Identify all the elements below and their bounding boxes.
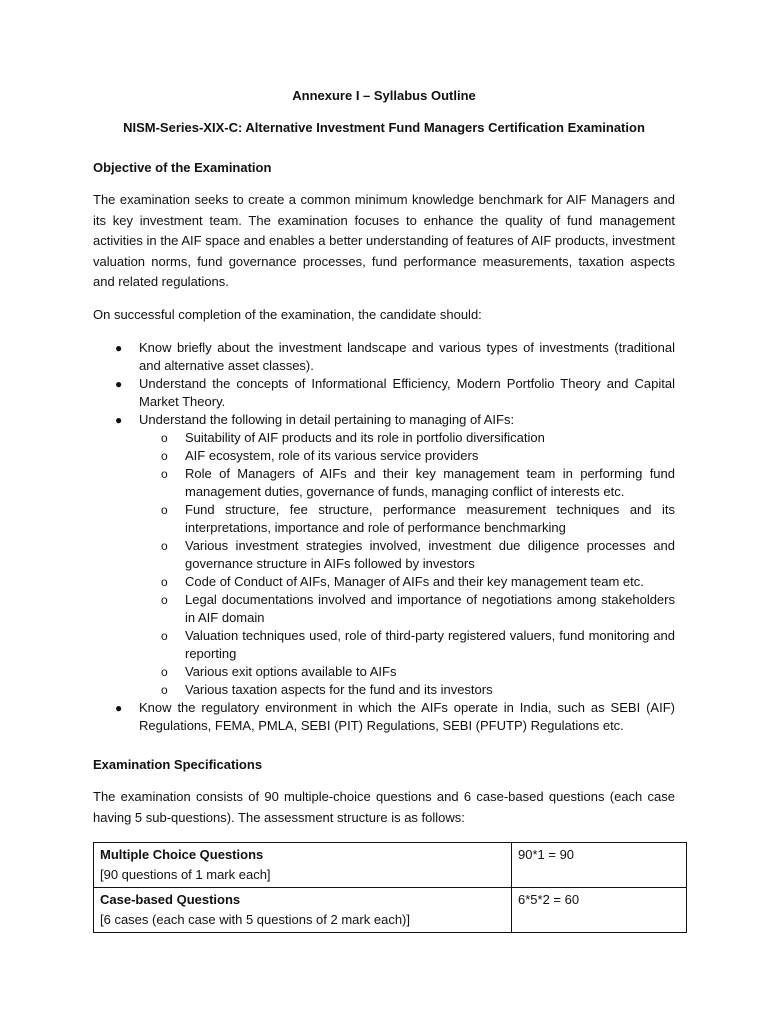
sub-list-item-text: Legal documentations involved and importance of negotiations among stakeholders in AIF domain <box>185 592 675 625</box>
bullet-icon: ● <box>115 377 123 391</box>
table-row <box>94 888 687 933</box>
list-item <box>93 411 675 699</box>
sub-bullet-icon: o <box>161 431 168 445</box>
bullet-icon: ● <box>115 341 123 355</box>
sub-list-item <box>139 501 675 537</box>
sub-list-item <box>139 573 675 591</box>
sub-list-item-text: Valuation techniques used, role of third-party registered valuers, fund monitoring and reporting <box>185 628 675 661</box>
sub-list-item-text: Various taxation aspects for the fund and its investors <box>185 682 493 697</box>
list-item-text: Know briefly about the investment landscape and various types of investments (traditional and alternative asset classes). <box>139 340 675 373</box>
sub-bullet-icon: o <box>161 539 168 553</box>
table-row <box>94 843 687 888</box>
list-item-text: Understand the following in detail pertaining to managing of AIFs: <box>139 412 515 427</box>
row-detail: [6 cases (each case with 5 questions of 2 mark each)] <box>100 912 410 927</box>
objective-paragraph: The examination seeks to create a common minimum knowledge benchmark for AIF Managers and its key investment team. The examination focuses to enhance the quality of fund management activities in the AIF space and enables a better understanding of features of AIF products, investment valuation norms, fund governance processes, fund performance measurements, taxation aspects and related regulations. <box>93 192 675 289</box>
sub-list-item-text: Fund structure, fee structure, performance measurement techniques and its interpretations, importance and role of performance benchmarking <box>185 502 675 535</box>
table-cell-label <box>94 888 512 933</box>
sub-list-item-text: Various investment strategies involved, investment due diligence processes and governance structure in AIFs followed by investors <box>185 538 675 571</box>
sub-list-item-text: Role of Managers of AIFs and their key management team in performing fund management duties, governance of funds, managing conflict of interests etc. <box>185 466 675 499</box>
spec-heading: Examination Specifications <box>93 757 263 772</box>
sub-bullet-icon: o <box>161 629 168 643</box>
sub-list-item <box>139 429 675 447</box>
sub-bullet-icon: o <box>161 467 168 481</box>
list-item <box>93 375 675 411</box>
sub-list <box>139 429 675 699</box>
row-label: Case-based Questions <box>100 892 241 907</box>
row-label: Multiple Choice Questions <box>100 847 264 862</box>
table-cell-value: 6*5*2 = 60 <box>512 888 687 933</box>
sub-list-item <box>139 681 675 699</box>
list-item <box>93 699 675 735</box>
exam-title: NISM-Series-XIX-C: Alternative Investment Fund Managers Certification Examination <box>123 120 645 135</box>
table-cell-label <box>94 843 512 888</box>
annex-title: Annexure I – Syllabus Outline <box>292 88 476 103</box>
sub-list-item <box>139 627 675 663</box>
sub-list-item-text: Various exit options available to AIFs <box>185 664 397 679</box>
table-cell-value: 90*1 = 90 <box>512 843 687 888</box>
sub-list-item <box>139 537 675 573</box>
completion-intro: On successful completion of the examination, the candidate should: <box>93 306 482 322</box>
row-detail: [90 questions of 1 mark each] <box>100 867 271 882</box>
objectives-list <box>93 339 675 735</box>
sub-bullet-icon: o <box>161 683 168 697</box>
sub-bullet-icon: o <box>161 665 168 679</box>
sub-list-item <box>139 447 675 465</box>
sub-bullet-icon: o <box>161 503 168 517</box>
list-item-text: Know the regulatory environment in which the AIFs operate in India, such as SEBI (AIF) Regulations, FEMA, PMLA, SEBI (PIT) Regulations, SEBI (PFUTP) Regulations etc. <box>139 700 675 733</box>
sub-list-item-text: Code of Conduct of AIFs, Manager of AIFs and their key management team etc. <box>185 574 644 589</box>
sub-bullet-icon: o <box>161 593 168 607</box>
bullet-icon: ● <box>115 701 123 715</box>
list-item-text: Understand the concepts of Informational Efficiency, Modern Portfolio Theory and Capital Market Theory. <box>139 376 675 409</box>
sub-list-item <box>139 465 675 501</box>
objective-heading: Objective of the Examination <box>93 160 272 175</box>
spec-paragraph: The examination consists of 90 multiple-choice questions and 6 case-based questions (each case having 5 sub-questions). The assessment structure is as follows: <box>93 789 675 825</box>
sub-list-item <box>139 663 675 681</box>
sub-list-item-text: Suitability of AIF products and its role in portfolio diversification <box>185 430 545 445</box>
sub-list-item-text: AIF ecosystem, role of its various service providers <box>185 448 479 463</box>
list-item <box>93 339 675 375</box>
sub-bullet-icon: o <box>161 449 168 463</box>
bullet-icon: ● <box>115 413 123 427</box>
sub-list-item <box>139 591 675 627</box>
assessment-table <box>93 842 687 933</box>
sub-bullet-icon: o <box>161 575 168 589</box>
